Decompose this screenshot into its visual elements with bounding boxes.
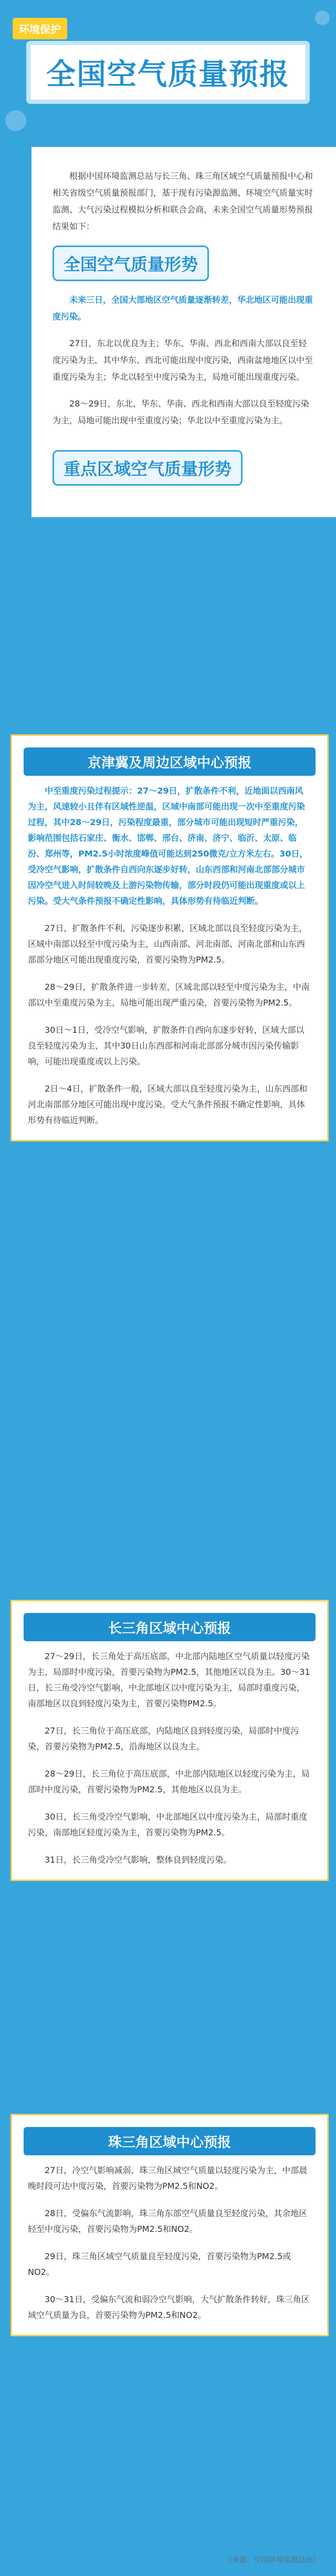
prd-card-title: 珠三角区域中心预报	[108, 2134, 231, 2151]
jjj-card-title: 京津冀及周边区域中心预报	[87, 755, 251, 771]
yrd-paragraph-2: 27日，长三角位于高压底部，内陆地区良到轻度污染，局部时中度污染，首要污染物为PM2.5，沿海地区以良为主。	[28, 1726, 299, 1751]
prd-paragraph-4: 30～31日，受偏东气流和弱冷空气影响，大气扩散条件转好，珠三角区域空气质量为良，首要污染物为PM2.5和NO2。	[28, 2294, 310, 2320]
yrd-forecast-card	[10, 1600, 329, 1881]
prd-card-body	[28, 2163, 311, 2323]
national-section-title	[52, 245, 209, 281]
yrd-card-body	[28, 1649, 311, 1868]
intro-panel	[32, 147, 336, 517]
national-highlight: 未来三日，全国大部地区空气质量逐渐转差，华北地区可能出现重度污染。	[52, 295, 313, 322]
jjj-card-body	[28, 783, 311, 1128]
prd-paragraph-3: 29日，珠三角区域空气质量良至轻度污染，首要污染物为PM2.5或NO2。	[28, 2251, 291, 2277]
yrd-paragraph-4: 30日，长三角受冷空气影响，中北部地区以中度污染为主，局部时重度污染，南部地区轻度污染为主，首要污染物为PM2.5。	[28, 1812, 308, 1837]
jjj-paragraph-3: 30日～1日，受冷空气影响，扩散条件自西向东逐步好转，区域大部以良至轻度污染为主，其中30日山东西部和河南北部部分城市因污染传输影响，可能出现重度或以上污染。	[28, 1025, 304, 1066]
prd-card-header	[24, 2127, 316, 2155]
regional-section-title	[52, 450, 243, 486]
regional-section-title-text: 重点区域空气质量形势	[64, 459, 232, 479]
source-credit: （来源：中国环境监测总站）	[225, 2556, 320, 2564]
jjj-forecast-card	[10, 734, 329, 1141]
decor-dot	[5, 110, 26, 131]
jjj-paragraph-2: 28～29日，扩散条件进一步转差，区域北部以轻至中度污染为主，中南部以中至重度污染为主，局地可能出现严重污染，首要污染物为PM2.5。	[28, 982, 310, 1008]
national-section-title-text: 全国空气质量形势	[64, 254, 198, 274]
prd-paragraph-2: 28日，受偏东气流影响，珠三角东部空气质量良至轻度污染，其余地区轻至中度污染，首要污染物为PM2.5和NO2。	[28, 2208, 308, 2234]
decor-dot	[315, 10, 330, 25]
header	[0, 0, 336, 142]
jjj-lead: 中至重度污染过程提示：27～29日，扩散条件不利，近地面以西南风为主，风速较小且伴有区域性逆温，区域中南部可能出现一次中至重度污染过程，其中28～29日，污染程度最重，部分城市可能出现短时严重污染，影响范围包括石家庄、衡水、邯郸、邢台、济南、济宁、临沂、太原、临汾、郑州等，PM2.5小时浓度峰值可能达到250微克/立方米左右。30日，受冷空气影响，扩散条件自西向东逐步好转，山东西部和河南北部部分城市因冷空气进入时间较晚及上游污染物传输，部分时段仍可能出现重度或以上污染。受大气条件预报不确定性影响，具体形势有待临近判断。	[28, 786, 308, 906]
national-paragraph-1: 27日，东北以优良为主；华东、华南、西北和西南大部以良至轻度污染为主，其中华东、西北可能出现中度污染，西南盆地地区以中至重度污染为主；华北以轻至中度污染为主，局地可能出现重度污染。	[52, 338, 313, 382]
yrd-card-title: 长三角区域中心预报	[108, 1620, 231, 1637]
jjj-paragraph-4: 2日～4日，扩散条件一般，区域大部以良至轻度污染为主，山东西部和河北南部部分地区可能出现中度污染。受大气条件预报不确定性影响，具体形势有待临近判断。	[28, 1084, 308, 1125]
yrd-card-header	[24, 1613, 316, 1641]
page-title: 全国空气质量预报	[46, 58, 290, 92]
jjj-paragraph-1: 27日，扩散条件不利，污染逐步积累，区域北部以良至轻度污染为主，区域中南部以轻至中度污染为主，山西南部、河北南部、河南北部和山东西部部分地区可能出现重度污染，首要污染物为PM2.5。	[28, 923, 308, 965]
yrd-paragraph-1: 27～29日，长三角处于高压底部，中北部内陆地区空气质量以轻度污染为主，局部时中度污染，首要污染物为PM2.5，其他地区以良为主。30～31日，长三角受冷空气影响，中北部地区以中度污染为主，局部时重度污染，南部地区以良到轻度污染为主，首要污染物PM2.5。	[28, 1651, 310, 1708]
prd-paragraph-1: 27日，冷空气影响减弱，珠三角区域空气质量以轻度污染为主，中部晨晚时段可达中度污染，首要污染物为PM2.5和NO2。	[28, 2165, 308, 2191]
national-paragraph-2: 28～29日，东北、华东、华南、西北和西南大部以良至轻度污染为主，局地可能出现中至重度污染；华北以中至重度污染为主。	[52, 399, 309, 425]
yrd-paragraph-5: 31日，长三角受冷空气影响，整体良到轻度污染。	[45, 1855, 232, 1865]
jjj-card-header	[24, 747, 316, 776]
yrd-paragraph-3: 28～29日，长三角位于高压底部，中北部内陆地区以轻度污染为主，局部时中度污染，首要污染物为PM2.5，其他地区以良为主。	[28, 1769, 310, 1794]
prd-forecast-card	[10, 2114, 329, 2336]
category-tag: 环境保护	[13, 18, 67, 39]
title-banner	[26, 41, 310, 104]
intro-paragraph: 根据中国环境监测总站与长三角、珠三角区域空气质量预报中心和相关省级空气质量预报部门，基于现有污染源监测、环境空气质量实时监测、大气污染过程模拟分析和联合会商，未来全国空气质量形势预报结果如下：	[52, 171, 313, 231]
